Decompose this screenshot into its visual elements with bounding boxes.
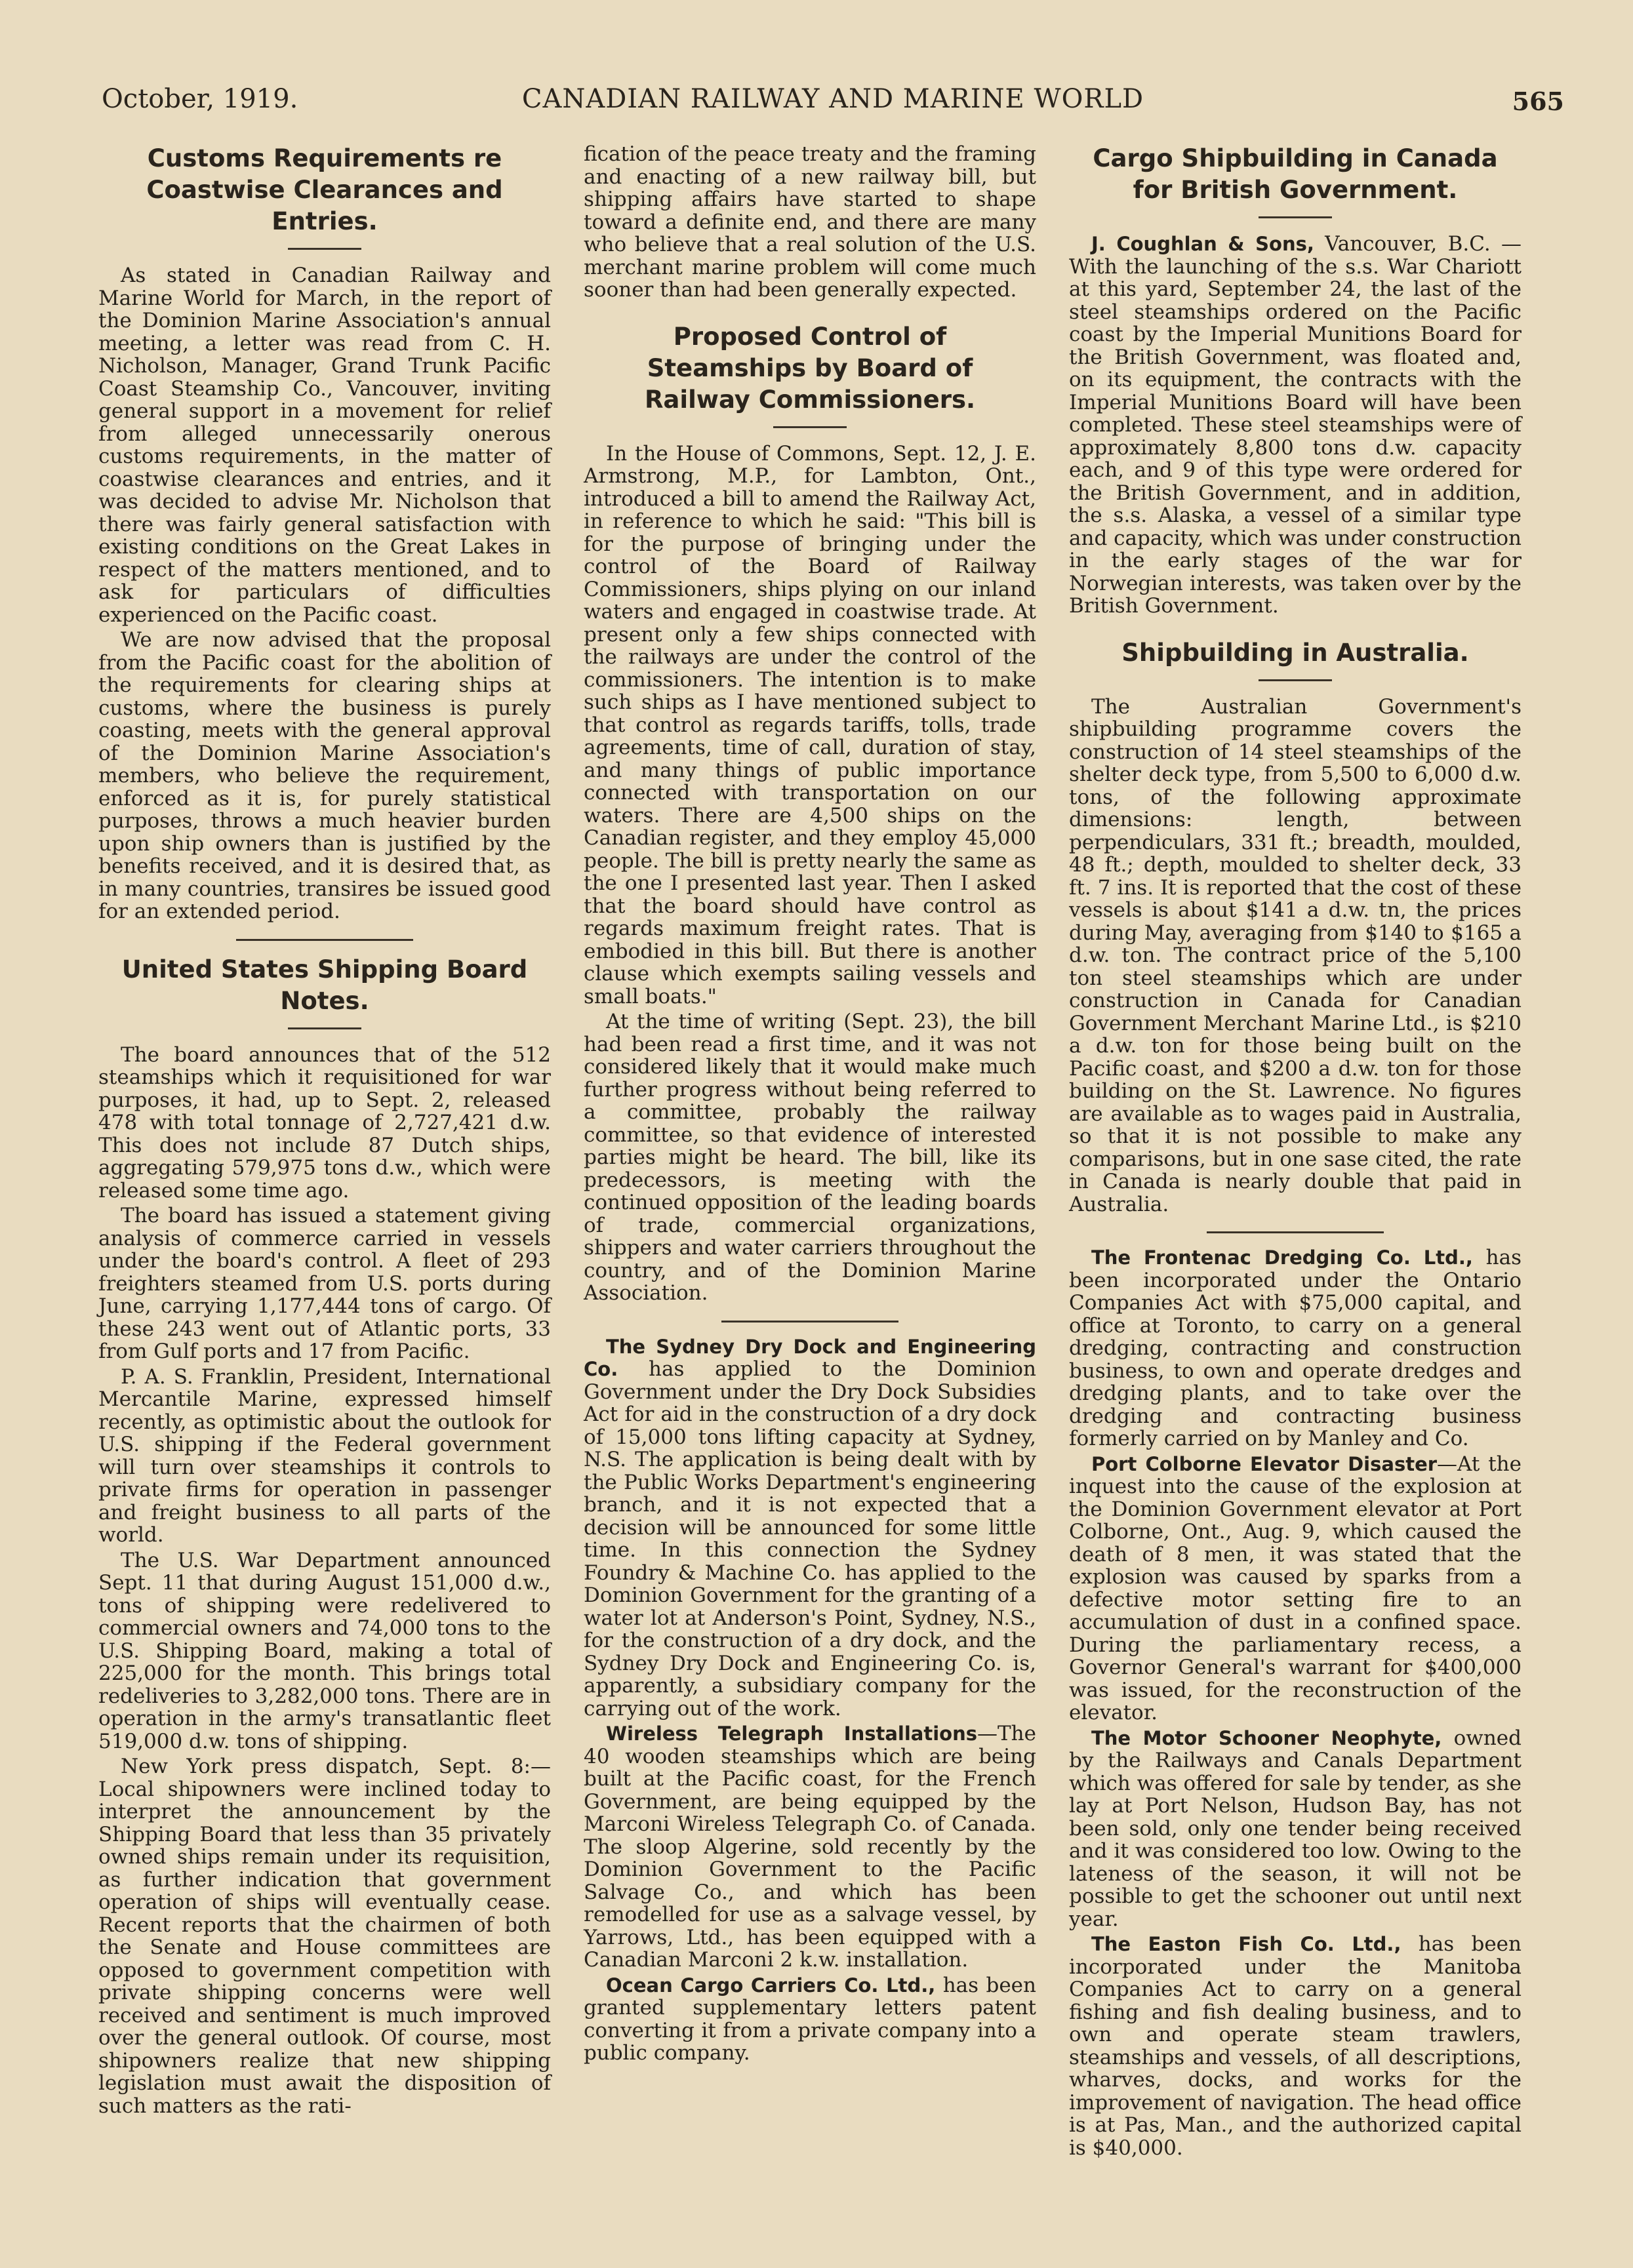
paragraph: New York press dispatch, Sept. 8:— Local shipowners were inclined today to interpret the announcement by the Shipping Board that less than 35 privately owned ships remain under its requisition, as further indication that government operation of ships will eventually cease. Recent reports that the chairmen of both the Senate and House committees are opposed to government competition with private shipping concerns were well received and sentiment is much improved over the general outlook. Of course, most shipowners realize that new shipping legislation must await the disposition of such matters as the rati- (98, 1755, 551, 2118)
news-item (584, 1722, 1036, 1972)
continued-paragraph: fication of the peace treaty and the framing and enacting of a new railway bill, but shipping affairs have started to shape toward a definite end, and there are many who believe that a real solution of the U.S. merchant marine problem will come much sooner than had been generally expected. (584, 142, 1036, 302)
news-item-text: has applied to the Dominion Government under the Dry Dock Subsidies Act for aid in the construction of a dry dock of 15,000 tons lifting capacity at Sydney, N.S. The application is being dealt with by the Public Works Department's engineering branch, and it is not expected that a decision will be announced for some little time. In this connection the Sydney Foundry & Machine Co. has applied to the Dominion Government for the granting of a water lot at Anderson's Point, Sydney, N.S., for the construction of a dry dock, and the Sydney Dry Dock and Engineering Co. is, apparently, a subsidiary company for the carrying out of the work. (584, 1357, 1036, 1721)
paragraph: P. A. S. Franklin, President, International Mercantile Marine, expressed himself recently, as optimistic about the outlook for U.S. shipping if the Federal government will turn over steamships it controls to private firms for operation in passenger and freight business to all parts of the world. (98, 1364, 551, 1547)
heading-proposed-control: Proposed Control of Steamships by Board of Railway Commissioners. (644, 322, 976, 414)
section-divider (236, 939, 413, 941)
news-item-text: owned by the Railways and Canals Department which was offered for sale by tender, as she lay at Port Nelson, Hudson Bay, has not been sold, only one tender being received and it was considered too low. Owing to the lateness of the season, it will not be possible to get the schooner out until next year. (1069, 1726, 1522, 1931)
news-item-lead: The Easton Fish Co. Ltd., (1091, 1933, 1401, 1955)
heading-cargo-shipbuilding: Cargo Shipbuilding in Canada for British Government. (1093, 144, 1498, 204)
column-middle (584, 143, 1036, 2067)
paragraph: We are now advised that the proposal from the Pacific coast for the abolition of the requirements for clearing ships at customs, where the business is purely coasting, meets with the general approval of the Dominion Marine Association's members, who believe the requirement, enforced as it is, for purely statistical purposes, throws a much heavier burden upon ship owners than is justified by the benefits received, and it is desired that, as in many countries, transires be issued good for an extended period. (98, 628, 551, 923)
section-divider (1207, 1231, 1384, 1233)
paragraph: In the House of Commons, Sept. 12, J. E. Armstrong, M.P., for Lambton, Ont., introduced a bill to amend the Railway Act, in reference to which he said: "This bill is for the purpose of bringing under the control of the Board of Railway Commissioners, ships plying on our inland waters and engaged in coastwise trade. At present only a few ships connected with the railways are under the control of the commissioners. The intention is to make such ships as I have mentioned subject to that control as regards tariffs, tolls, trade agreements, time of call, duration of stay, and many things of public importance connected with transportation on our waters. There are 4,500 ships on the Canadian register, and they employ 45,000 people. The bill is pretty nearly the same as the one I presented last year. Then I asked that the board should have control as regards maximum freight rates. That is embodied in this bill. But there is another clause which exempts sailing vessels and small boats." (584, 441, 1036, 1008)
spacer (1069, 620, 1522, 637)
news-item (584, 1336, 1036, 1721)
paragraph (1069, 233, 1522, 618)
heading-rule (288, 248, 361, 250)
journal-title: CANADIAN RAILWAY AND MARINE WORLD (521, 84, 1144, 114)
news-item (584, 1974, 1036, 2065)
column-right (1069, 143, 1522, 2162)
heading-shipbuilding-australia: Shipbuilding in Australia. (1121, 638, 1469, 667)
news-item-text: Vancouver, B.C. —With the launching of the s.s. War Chariott at this yard, September 24, the last of the steel steamships ordered on the Pacific coast by the Imperial Munitions Board for the British Government, was floated and, on its equipment, the contracts with the Imperial Munitions Board will have been completed. These steel steamships were of approximately 8,800 tons d.w. capacity each, and 9 of this type were ordered for the British Government, and in addition, the s.s. Alaska, a vessel of a similar type and capacity, which was under construction in the early stages of the war for Norwegian interests, was taken over by the British Government. (1069, 232, 1522, 618)
news-item-lead: J. Coughlan & Sons, (1091, 233, 1314, 255)
heading-customs-requirements: Customs Requirements re Coastwise Clearances and Entries. (146, 144, 503, 235)
heading-rule (1259, 679, 1332, 681)
news-item-text: —The 40 wooden steamships which are being built at the Pacific coast, for the French Government, are being equipped by the Marconi Wireless Telegraph Co. of Canada. The sloop Algerine, sold recently by the Dominion Government to the Pacific Salvage Co., and which has been remodelled for use as a salvage vessel, by Yarrows, Ltd., has been equipped with a Canadian Marconi 2 k.w. installation. (584, 1722, 1036, 1972)
heading-rule (288, 1027, 361, 1029)
paragraph: The Australian Government's shipbuilding programme covers the construction of 14 steel steamships of the shelter deck type, from 5,500 to 6,000 d.w. tons, of the following approximate dimensions: length, between perpendiculars, 331 ft.; breadth, moulded, 48 ft.; depth, moulded to shelter deck, 33 ft. 7 ins. It is reported that the cost of these vessels is about $141 a d.w. tn, the prices during May, averaging from $140 to $165 a d.w. ton. The contract price of the 5,100 ton steel steamships which are under construction in Canada for Canadian Government Merchant Marine Ltd., is $210 a d.w. ton for those being built on the Pacific coast, and $200 a d.w. ton for those building on the St. Lawrence. No figures are available as to wages paid in Australia, so that it is not possible to make any comparisons, but in one sase cited, the rate in Canada is nearly double that paid in Australia. (1069, 694, 1522, 1216)
paragraph: The U.S. War Department announced Sept. 11 that during August 151,000 d.w., tons of shipping were redelivered to commercial owners and 74,000 tons to the U.S. Shipping Board, making a total of 225,000 for the month. This brings total redeliveries to 3,282,000 tons. There are in operation in the army's transatlantic fleet 519,000 d.w. tons of shipping. (98, 1548, 551, 1753)
section-divider (721, 1321, 898, 1323)
paragraph: The board announces that of the 512 steamships which it requisitioned for war purposes, it had, up to Sept. 2, released 478 with total tonnage of 2,727,421 d.w. This does not include 87 Dutch ships, aggregating 579,975 tons d.w., which were released some time ago. (98, 1043, 551, 1203)
news-item (1069, 1727, 1522, 1931)
news-item-lead: Port Colborne Elevator Disaster (1091, 1452, 1438, 1475)
news-item-lead: Wireless Telegraph Installations (606, 1722, 977, 1745)
news-item (1069, 1453, 1522, 1724)
heading-rule (773, 426, 847, 428)
news-item-text: has been incorporated under the Manitoba Companies Act to carry on a general fishing and fish dealing business, and to own and operate steam trawlers, steamships and vessels, of all descriptions, wharves, docks, and works for the improvement of navigation. The head office is at Pas, Man., and the authorized capital is $40,000. (1069, 1932, 1522, 2160)
heading-us-shipping-board: United States Shipping Board Notes. (121, 955, 528, 1015)
paragraph: As stated in Canadian Railway and Marine World for March, in the report of the Dominion Marine Association's annual meeting, a letter was read from C. H. Nicholson, Manager, Grand Trunk Pacific Coast Steamship Co., Vancouver, inviting general support in a movement for relief from alleged unnecessarily onerous customs requirements, in the matter of coastwise clearances and entries, and it was decided to advise Mr. Nicholson that there was fairly general satisfaction with existing conditions on the Great Lakes in respect of the matters mentioned, and to ask for particulars of difficulties experienced on the Pacific coast. (98, 264, 551, 627)
page-header (102, 84, 1564, 123)
heading-rule (1259, 216, 1332, 218)
page-number: 565 (1512, 87, 1564, 116)
news-item (1069, 1246, 1522, 1450)
paragraph: The board has issued a statement giving analysis of commerce carried in vessels under the board's control. A fleet of 293 freighters steamed from U.S. ports during June, carrying 1,177,444 tons of cargo. Of these 243 went out of Atlantic ports, 33 from Gulf ports and 17 from Pacific. (98, 1204, 551, 1363)
column-left (98, 143, 551, 2120)
news-item-text: has been granted supplementary letters patent converting it from a private company into a public company. (584, 1973, 1036, 2065)
news-item-lead: The Frontenac Dredging Co. Ltd., (1091, 1246, 1473, 1269)
news-item-text: —At the inquest into the cause of the explosion at the Dominion Government elevator at Port Colborne, Ont., Aug. 9, which caused the death of 8 men, it was stated that the explosion was caused by sparks from a defective motor setting fire to an accumulation of dust in a confined space. During the parliamentary recess, a Governor General's warrant for $400,000 was issued, for the reconstruction of the elevator. (1069, 1452, 1522, 1724)
news-item-text: has been incorporated under the Ontario Companies Act with $75,000 capital, and office at Toronto, to carry on a general dredging, contracting and construction business, to own and operate dredges and dredging plants, and to take over the dredging and contracting business formerly carried on by Manley and Co. (1069, 1246, 1522, 1450)
spacer (584, 304, 1036, 321)
paragraph: At the time of writing (Sept. 23), the bill had been read a first time, and it was not considered likely that it would make much further progress without being referred to a committee, probably the railway committee, so that evidence of interested parties might be heard. The bill, like its predecessors, is meeting with the continued opposition of the leading boards of trade, commercial organizations, shippers and water carriers throughout the country, and of the Dominion Marine Association. (584, 1010, 1036, 1305)
news-item-lead: The Motor Schooner Neophyte, (1091, 1726, 1442, 1749)
issue-date: October, 1919. (102, 84, 298, 114)
news-item-lead: The Sydney Dry Dock and Engineering Co. (584, 1335, 1036, 1380)
news-item-lead: Ocean Cargo Carriers Co. Ltd., (606, 1974, 936, 1997)
news-item (1069, 1933, 1522, 2159)
